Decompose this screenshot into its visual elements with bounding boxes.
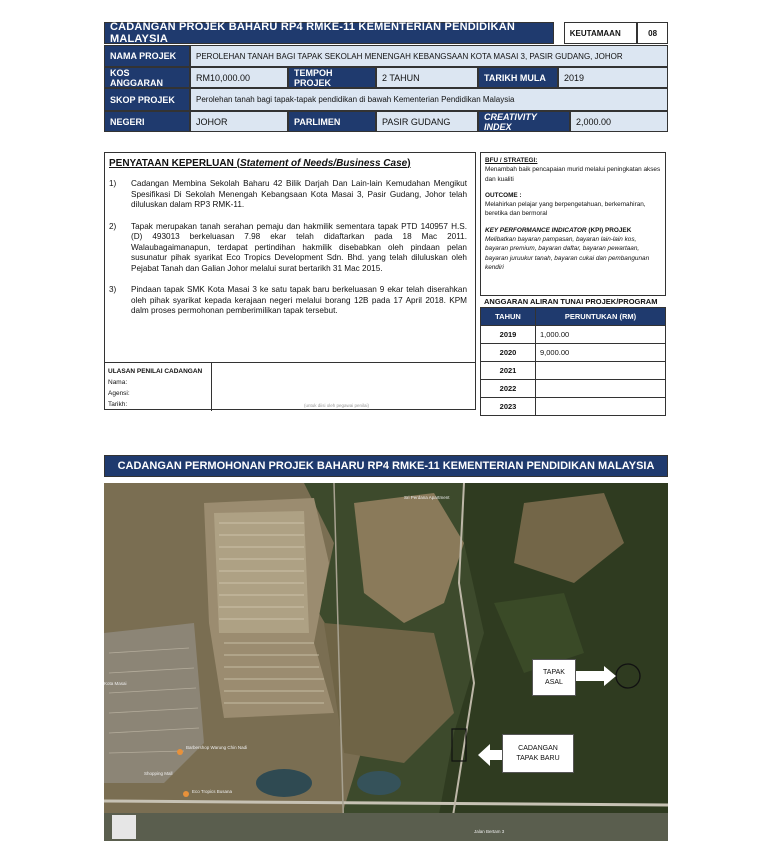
- project-name-value: PEROLEHAN TANAH BAGI TAPAK SEKOLAH MENENGAH KEBANGSAAN KOTA MASAI 3, PASIR GUDANG, JOHOR: [190, 45, 668, 67]
- document-title: CADANGAN PROJEK BAHARU RP4 RMKE-11 KEMENTERIAN PENDIDIKAN MALAYSIA: [104, 22, 554, 44]
- map-label-barbershop: Barbershop Warung Chin Nadi: [186, 745, 248, 750]
- header-title-row: [104, 22, 668, 44]
- satellite-map: [104, 483, 668, 841]
- map-label-apartment: Sri Perdana Apartment: [404, 495, 450, 500]
- map-label-kota-masai: Kota Masai: [104, 681, 127, 686]
- scope-row: [104, 88, 668, 111]
- callout-new-l1: CADANGAN: [518, 744, 558, 752]
- cashflow-header-row: [481, 308, 666, 326]
- cashflow-title: ANGGARAN ALIRAN TUNAI PROJEK/PROGRAM: [484, 297, 658, 306]
- row-amount: [536, 398, 666, 416]
- priority-label: KEUTAMAAN: [564, 22, 637, 44]
- project-name-row: [104, 45, 668, 67]
- duration-label: TEMPOH PROJEK: [288, 67, 376, 88]
- start-label: TARIKH MULA: [478, 67, 558, 88]
- needs-heading-close: ): [407, 158, 411, 169]
- spacer: [554, 22, 564, 44]
- cost-label: KOS ANGGARAN: [104, 67, 190, 88]
- kpi-label: [485, 226, 661, 235]
- cost-value: RM10,000.00: [190, 67, 288, 88]
- table-row: [481, 344, 666, 362]
- row-year: 2022: [481, 380, 536, 398]
- kpi-text: Melibatkan bayaran pampasan, bayaran lain-lain kos, bayaran premium, bayaran daftar, bayaran pewartaan, bayaran juruukur tanah, bayaran cukai dan pembangunan kendiri: [485, 236, 650, 271]
- table-row: [481, 380, 666, 398]
- map-banner: CADANGAN PERMOHONAN PROJEK BAHARU RP4 RMKE-11 KEMENTERIAN PENDIDIKAN MALAYSIA: [104, 455, 668, 477]
- callout-original-l2: ASAL: [545, 678, 563, 686]
- parliament-value: PASIR GUDANG: [376, 111, 478, 132]
- callout-original-site: [532, 659, 576, 696]
- state-value: JOHOR: [190, 111, 288, 132]
- reviewer-label-box: [104, 363, 212, 411]
- scope-value: Perolehan tanah bagi tapak-tapak pendidikan di bawah Kementerian Pendidikan Malaysia: [190, 88, 668, 111]
- duration-value: 2 TAHUN: [376, 67, 478, 88]
- parliament-label: PARLIMEN: [288, 111, 376, 132]
- row-amount: [536, 380, 666, 398]
- kpi-label-rest: (KPI) PROJEK: [586, 226, 632, 234]
- scope-label: SKOP PROJEK: [104, 88, 190, 111]
- table-row: [481, 362, 666, 380]
- needs-item: [109, 222, 467, 275]
- state-row: [104, 111, 668, 132]
- needs-heading: [109, 158, 475, 169]
- priority-value: 08: [637, 22, 668, 44]
- callout-original-l1: TAPAK: [543, 668, 565, 676]
- row-amount: [536, 362, 666, 380]
- row-amount: 9,000.00: [536, 344, 666, 362]
- reviewer-title: ULASAN PENILAI CADANGAN: [108, 368, 203, 375]
- row-year: 2020: [481, 344, 536, 362]
- needs-heading-italic: Statement of Needs/Business Case: [239, 158, 408, 169]
- reviewer-note: (untuk diisi oleh pegawai penilai): [304, 403, 370, 408]
- map-label-shopping: Shopping Mall: [144, 771, 173, 776]
- project-name-label: NAMA PROJEK: [104, 45, 190, 67]
- needs-item: [109, 285, 467, 317]
- outcome-label: OUTCOME :: [485, 191, 522, 199]
- needs-item-number: 1): [109, 179, 117, 188]
- callout-new-site: [502, 734, 574, 773]
- map-label-eco: Eco Tropics Busana: [192, 789, 233, 794]
- reviewer-date-field: Tarikh:: [108, 401, 128, 408]
- needs-item-text: Cadangan Membina Sekolah Baharu 42 Bilik Darjah Dan Lain-lain Kemudahan Mengikut Spesifikasi Di Sekolah Menengah Kebangsaan Kota Masai 3, Pasir Gudang, Johor telah diluluskan dalam RP3 RMK-11.: [131, 179, 467, 209]
- col-allocation: PERUNTUKAN (RM): [536, 308, 666, 326]
- table-row: [481, 398, 666, 416]
- strategy-box: [480, 152, 666, 296]
- outcome-text: Melahirkan pelajar yang berpengetahuan, berkemahiran, beretika dan bermoral: [485, 201, 646, 218]
- reviewer-section: [104, 362, 476, 410]
- state-label: NEGERI: [104, 111, 190, 132]
- satellite-image: [104, 483, 668, 841]
- needs-item-text: Pindaan tapak SMK Kota Masai 3 ke satu tapak baru berkeluasan 9 ekar telah diserahkan oleh pihak syarikat kepada kerajaan negeri melalui borang 12B pada 17 April 2018. KPM dalm proses permohonan pemberimilikan tapak tersebut.: [131, 285, 467, 315]
- cashflow-table: [480, 307, 666, 416]
- row-year: 2023: [481, 398, 536, 416]
- row-amount: 1,000.00: [536, 326, 666, 344]
- needs-heading-text: PENYATAAN KEPERLUAN (: [109, 158, 240, 169]
- bfu-text: Menambah baik pencapaian murid melalui peningkatan akses dan kualiti: [485, 166, 661, 183]
- needs-item-number: 2): [109, 221, 117, 231]
- cost-row: [104, 67, 668, 88]
- reviewer-name-field: Nama:: [108, 379, 128, 386]
- col-year: TAHUN: [481, 308, 536, 326]
- row-year: 2021: [481, 362, 536, 380]
- reviewer-agency-field: Agensi:: [108, 390, 130, 397]
- kpi-label-italic: KEY PERFORMANCE INDICATOR: [485, 226, 587, 234]
- map-label-road: Jalan Bertam 3: [474, 829, 505, 834]
- needs-item: [109, 179, 467, 211]
- creativity-index-label: CREATIVITY INDEX: [478, 111, 570, 132]
- needs-item-text: Tapak merupakan tanah serahan pemaju dan hakmilik sementara tapak PTD 140957 H.S.(D) 493013 berkeluasan 7.98 ekar telah didaftarkan pada 18 Mac 2011. Walaubagaimanapun, terdapat pertindihan hakmilik disebabkan oleh pindaan pelan susunatur pihak syarikat Eco Tropics Development Sdn. Bhd. yang telah diluluskan oleh Pejabat Tanah dan Galian Johor melalui surat bertarikh 31 Mac 2015.: [131, 221, 467, 273]
- creativity-index-value: 2,000.00: [570, 111, 668, 132]
- needs-list: [109, 179, 467, 317]
- bfu-label: BFU / STRATEGI:: [485, 157, 538, 164]
- callout-new-l2: TAPAK BARU: [516, 754, 560, 762]
- row-year: 2019: [481, 326, 536, 344]
- needs-item-number: 3): [109, 285, 117, 294]
- table-row: [481, 326, 666, 344]
- start-value: 2019: [558, 67, 668, 88]
